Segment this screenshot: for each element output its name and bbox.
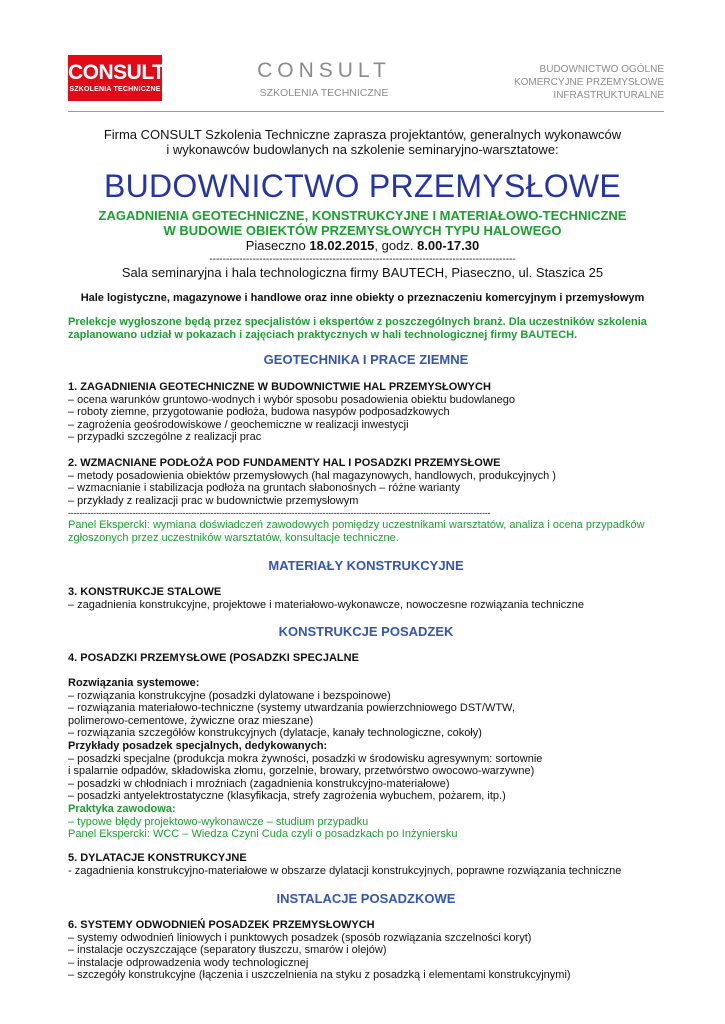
list-item: – instalacje oczyszczające (separatory tłuszczu, smarów i olejów) (68, 944, 387, 957)
topic-heading: 5. DYLATACJE KONSTRUKCYJNE (68, 852, 247, 864)
event-time-prefix: , godz. (374, 238, 418, 253)
brand-subtitle: SZKOLENIA TECHNICZNE (259, 87, 389, 99)
page-header (68, 55, 664, 113)
intro-line: Firma CONSULT Szkolenia Techniczne zaprasza projektantów, generalnych wykonawców (103, 127, 622, 142)
topic-heading: 1. ZAGADNIENIA GEOTECHNICZNE W BUDOWNICTWIE HAL PRZEMYSŁOWYCH (68, 381, 491, 393)
section-heading-posadzki: KONSTRUKCJE POSADZEK (278, 624, 454, 639)
topic-4 (68, 677, 668, 841)
practice-heading: Praktyka zawodowa: (68, 802, 176, 815)
topic-heading: 6. SYSTEMY ODWODNIEŃ POSADZEK PRZEMYSŁOWYCH (68, 919, 375, 931)
section-heading-materialy: MATERIAŁY KONSTRUKCYJNE (268, 558, 464, 573)
tagline-line: BUDOWNICTWO OGÓLNE (539, 64, 664, 75)
list-item: – posadzki antyelektrostatyczne (klasyfikacja, strefy zagrożenia wybuchem, pożarem, itp.) (68, 790, 506, 803)
logo-main-text: CONSULT (68, 61, 165, 84)
header-tagline (514, 63, 664, 102)
examples-heading: Przykłady posadzek specjalnych, dedykowanych: (68, 739, 328, 752)
intro-text (40, 127, 685, 157)
topic-heading: 4. POSADZKI PRZEMYSŁOWE (POSADZKI SPECJALNE (68, 652, 359, 664)
topic-1 (68, 381, 668, 444)
list-item: – rozwiązania materiałowo-techniczne (systemy utwardzania powierzchniowego DST/WTW, (68, 702, 515, 715)
panel-ekspercki-1 (68, 519, 668, 544)
event-venue: Sala seminaryjna i hala technologiczna firmy BAUTECH, Piaseczno, ul. Staszica 25 (121, 265, 604, 280)
topic-3 (68, 586, 668, 611)
list-item: – posadzki w chłodniach i mroźniach (zagadnienia konstrukcyjno-materiałowe) (68, 777, 450, 790)
topic-5 (68, 852, 668, 877)
list-item: – rozwiązania konstrukcyjne (posadzki dylatowane i bezspoinowe) (68, 689, 391, 702)
list-item: – szczegóły konstrukcyjne (łączenia i uszczelnienia na styku z posadzką i elementami konstrukcyjnymi) (68, 969, 571, 982)
prelekcje-note (68, 316, 664, 342)
list-item: – zagadnienia konstrukcyjne, projektowe i materiałowo-wykonawcze, nowoczesne rozwiązania techniczne (68, 598, 585, 611)
event-date (40, 238, 685, 253)
list-item: – przypadki szczególne z realizacji prac (68, 431, 262, 444)
event-time-value: 8.00-17.30 (417, 238, 480, 253)
logo-sub-text: SZKOLENIA TECHNICZNE (69, 86, 161, 93)
section-heading-geotechnika: GEOTECHNIKA I PRACE ZIEMNE (263, 352, 469, 367)
topic-2 (68, 457, 668, 507)
list-item: polimerowo-cementowe, żywiczne oraz mieszane) (68, 714, 314, 727)
hale-description: Hale logistyczne, magazynowe i handlowe oraz inne obiekty o przeznaczeniu komercyjnym i przemysłowym (80, 292, 645, 304)
systems-heading: Rozwiązania systemowe: (68, 677, 200, 689)
main-title: BUDOWNICTWO PRZEMYSŁOWE (103, 168, 622, 204)
intro-line: i wykonawców budowlanych na szkolenie seminaryjno-warsztatowe: (166, 142, 559, 157)
tagline-line: INFRASTRUKTURALNE (553, 90, 664, 101)
panel-line: zgłoszonych przez uczestników warsztatów, konsultacje techniczne. (68, 531, 399, 544)
event-city: Piaseczno (245, 238, 310, 253)
topic-heading: 2. WZMACNIANE PODŁOŻA POD FUNDAMENTY HAL I POSADZKI PRZEMYSŁOWE (68, 457, 501, 469)
topic-heading: 3. KONSTRUKCJE STALOWE (68, 586, 222, 598)
subtitle-line: ZAGADNIENIA GEOTECHNICZNE, KONSTRUKCYJNE I MATERIAŁOWO-TECHNICZNE (98, 208, 627, 223)
dash-separator-long: ------------------------------------------------------------------------------------------------------------------------------------------------------- (68, 508, 491, 518)
prelekcje-line: Prelekcje wygłoszone będą przez specjalistów i ekspertów z poszczególnych branż. Dla uczestników szkolenia (68, 316, 647, 328)
list-item: – przykłady z realizacji prac w budownictwie przemysłowym (68, 494, 359, 507)
brand-block (254, 59, 394, 100)
topic-4-heading-block (68, 652, 668, 665)
event-date-value: 18.02.2015 (309, 238, 375, 253)
panel-ekspercki-2: Panel Ekspercki: WCC – Wiedza Czyni Cuda czyli o posadzkach po Inżyniersku (68, 828, 458, 841)
dash-separator: -------------------------------------------------------------------------------------------- (209, 254, 516, 265)
panel-line: Panel Ekspercki: wymiana doświadczeń zawodowych pomiędzy uczestnikami warsztatów, analiza i ocena przypadków (68, 519, 645, 531)
list-item: - zagadnienia konstrukcyjno-materiałowe w obszarze dylatacji konstrukcyjnych, poprawne rozwiązania techniczne (68, 864, 622, 877)
practice-item: – typowe błędy projektowo-wykonawcze – studium przypadku (68, 815, 369, 828)
section-heading-instalacje: INSTALACJE POSADZKOWE (276, 891, 456, 906)
tagline-line: KOMERCYJNE PRZEMYSŁOWE (513, 77, 664, 88)
list-item: – zagrożenia geośrodowiskowe / geochemiczne w realizacji inwestycji (68, 418, 409, 431)
list-item: – ocena warunków gruntowo-wodnych i wybór sposobu posadowienia obiektu budowlanego (68, 393, 516, 406)
prelekcje-line: zaplanowano udział w pokazach i zajęciach praktycznych w hali technologicznej firmy BAUTECH. (68, 329, 578, 341)
subtitle-line: W BUDOWIE OBIEKTÓW PRZEMYSŁOWYCH TYPU HALOWEGO (163, 223, 562, 238)
header-divider (68, 111, 664, 112)
topic-6 (68, 919, 668, 982)
list-item: – systemy odwodnień liniowych i punktowych posadzek (sposób rozwiązania szczelności koryt) (68, 931, 532, 944)
list-item: – instalacje odprowadzenia wody technologicznej (68, 956, 309, 969)
list-item: – rozwiązania szczegółów konstrukcyjnych (dylatacje, kanały technologiczne, cokoły) (68, 727, 482, 740)
list-item: – posadzki specjalne (produkcja mokra żywności, posadzki w środowisku agresywnym: sortownie (68, 752, 543, 765)
list-item: – metody posadowienia obiektów przemysłowych (hal magazynowych, handlowych, produkcyjnych ) (68, 469, 556, 482)
subtitle (40, 208, 685, 238)
list-item: – roboty ziemne, przygotowanie podłoża, budowa nasypów podposadzkowych (68, 406, 450, 419)
list-item: – wzmacnianie i stabilizacja podłoża na gruntach słabonośnych – różne warianty (68, 482, 460, 495)
brand-title: CONSULT (257, 59, 391, 82)
list-item: i spalarnie odpadów, składowiska złomu, gorzelnie, browary, przetwórstwo owocowo-warzywne) (68, 765, 535, 778)
consult-logo (68, 55, 165, 101)
